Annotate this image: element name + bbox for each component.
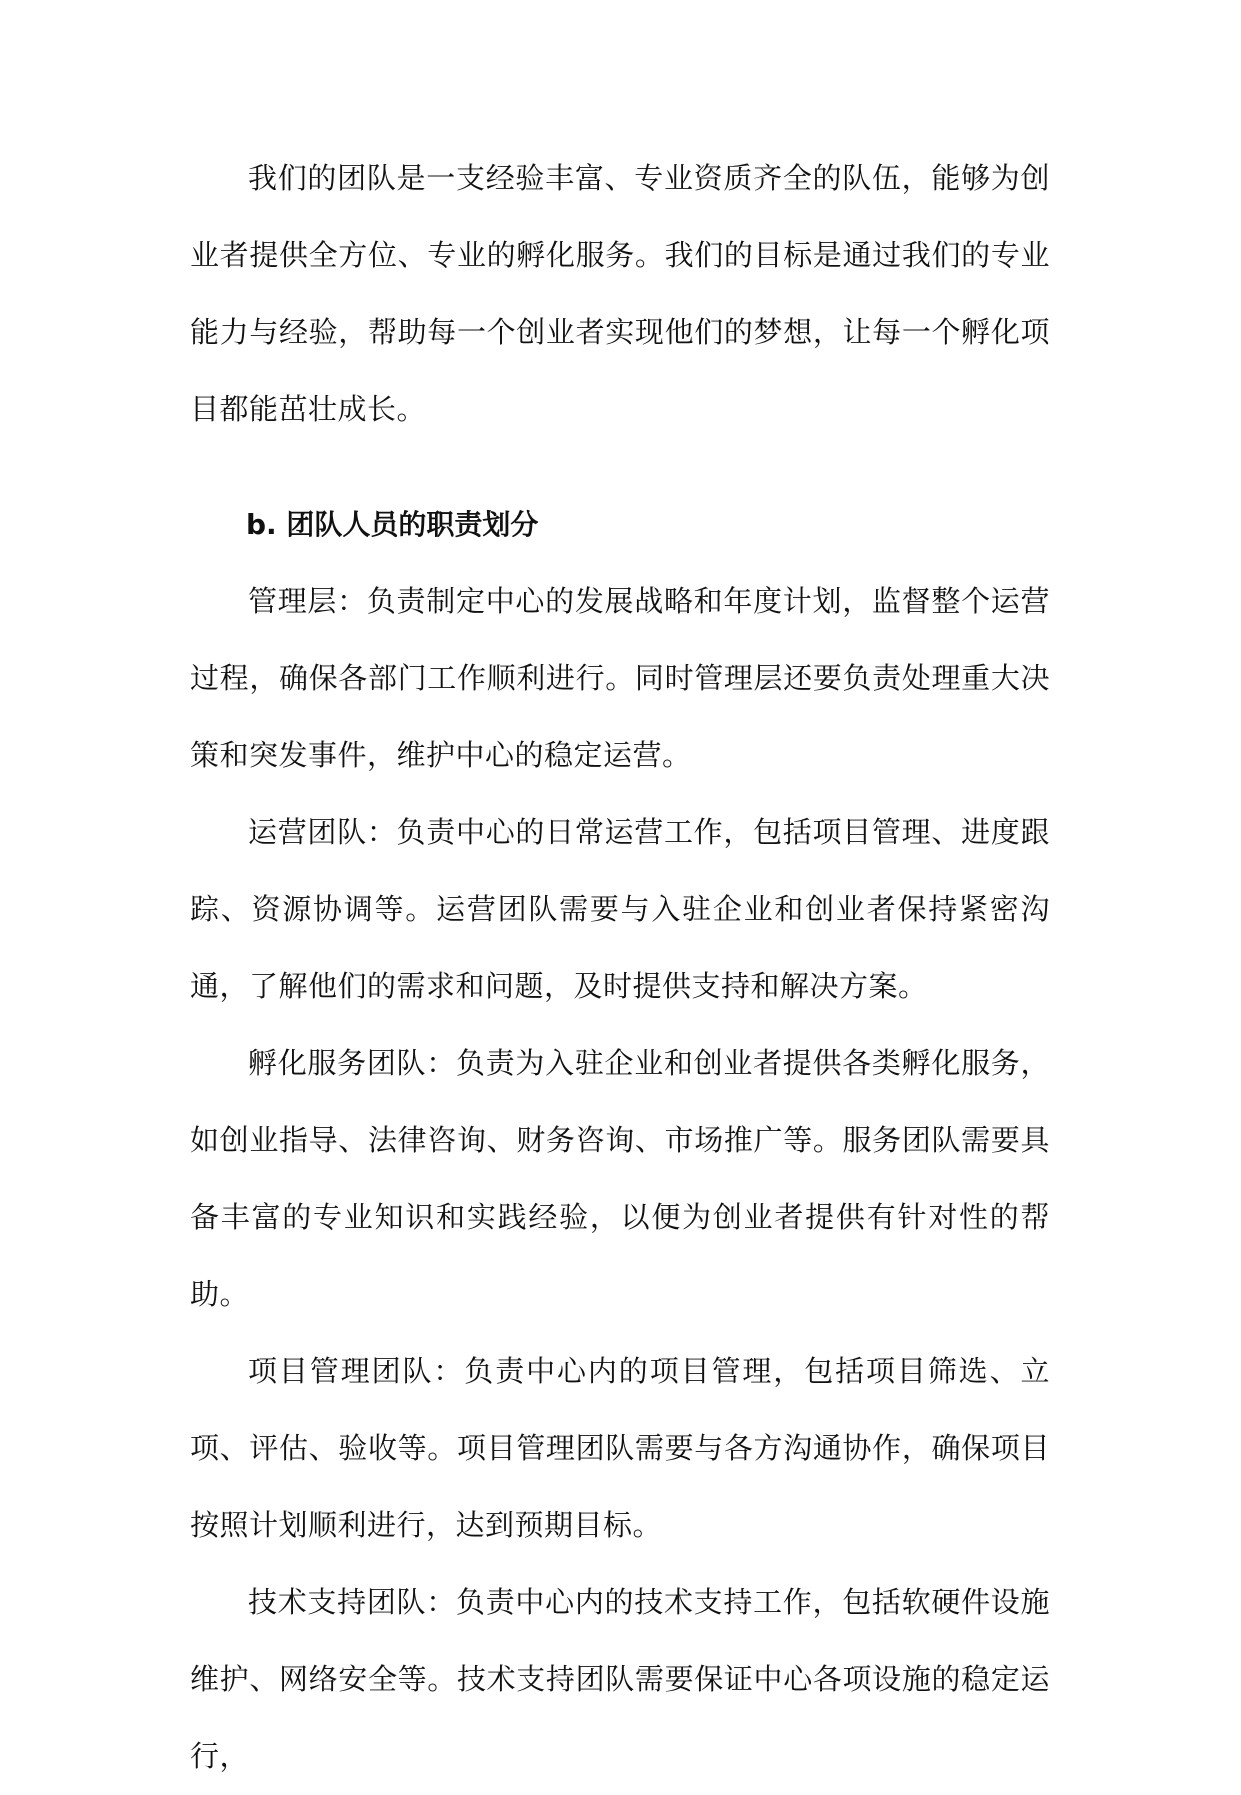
paragraph-technical-support: 技术支持团队：负责中心内的技术支持工作，包括软硬件设施维护、网络安全等。技术支持团队需要保证中心各项设施的稳定运行， (190, 1585, 1050, 1773)
intro-paragraph: 我们的团队是一支经验丰富、专业资质齐全的队伍，能够为创业者提供全方位、专业的孵化服务。我们的目标是通过我们的专业能力与经验，帮助每一个创业者实现他们的梦想，让每一个孵化项目都能茁壮成长。 (190, 161, 1050, 426)
document-body (190, 140, 1050, 1795)
section-gap (190, 448, 1050, 486)
paragraph-operations: 运营团队：负责中心的日常运营工作，包括项目管理、进度跟踪、资源协调等。运营团队需要与入驻企业和创业者保持紧密沟通，了解他们的需求和问题，及时提供支持和解决方案。 (190, 815, 1050, 1003)
paragraph-incubation: 孵化服务团队：负责为入驻企业和创业者提供各类孵化服务，如创业指导、法律咨询、财务咨询、市场推广等。服务团队需要具备丰富的专业知识和实践经验，以便为创业者提供有针对性的帮助。 (190, 1046, 1050, 1311)
section-heading: b. 团队人员的职责划分 (246, 508, 539, 541)
paragraph-management: 管理层：负责制定中心的发展战略和年度计划，监督整个运营过程，确保各部门工作顺利进行。同时管理层还要负责处理重大决策和突发事件，维护中心的稳定运营。 (190, 584, 1050, 772)
paragraph-project-management: 项目管理团队：负责中心内的项目管理，包括项目筛选、立项、评估、验收等。项目管理团队需要与各方沟通协作，确保项目按照计划顺利进行，达到预期目标。 (190, 1354, 1050, 1542)
